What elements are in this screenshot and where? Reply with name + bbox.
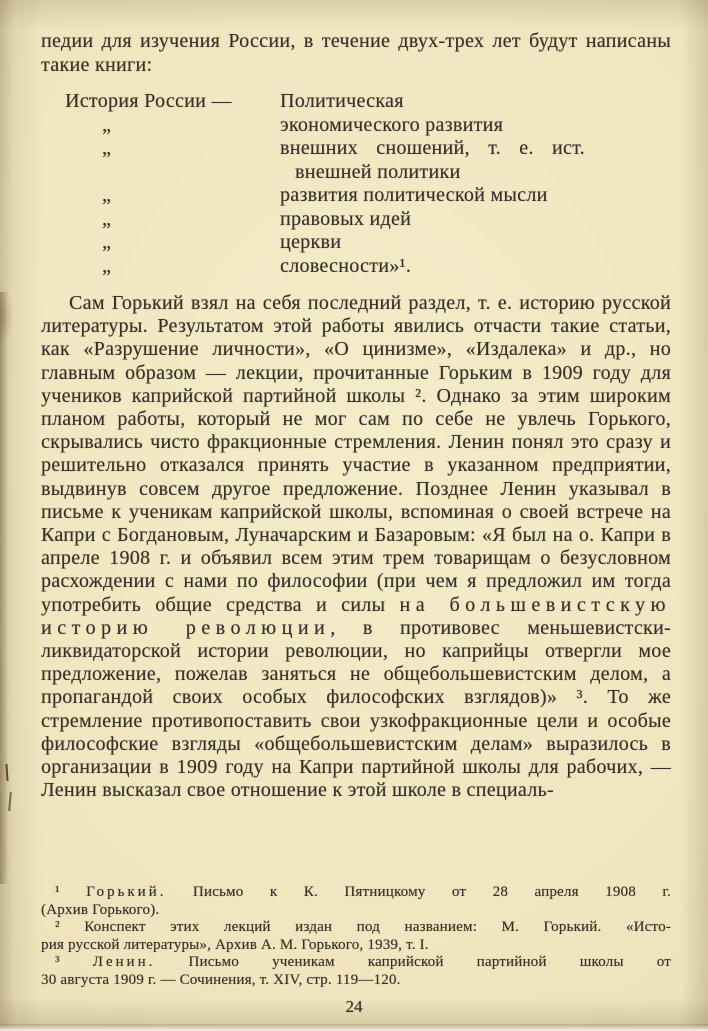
list-item-line: церкви (280, 231, 342, 253)
letterspaced-emphasis: на большевистскую историю революции (41, 593, 672, 639)
list-item-line: правовых идей (280, 207, 412, 230)
body-text-part1: Сам Горький взял на себя последний раздел, т. е. историю русской литературы. Результатом этой работы явились отчасти такие статьи, как «Разрушение личности», «О цинизме», «Издалека» и др., но главным образом — лекции, прочитанные Горьким в 1909 году для учеников каприйской партийной школы ². Однако за этим широким планом работы, который не мог сам по себе не увлечь Горького, скрывались чисто фракционные стремления. Ленин понял это сразу и решительно отказался принять участие в указанном предприятии, выдвинув совсем другое предложение. Позднее Ленин указывал в письме к ученикам каприйской школы, вспоминая о своей встрече на Капри с Богдановым, Луначарским и Базаровым: «Я был на о. Капри в апреле 1908 г. и объявил всем этим трем товарищам о безусловном расхождении с нами по философии (при чем я предложил им тогда употребить общие средства и силы (41, 292, 671, 616)
page-bottom-edge (0, 1024, 708, 1031)
list-item-text (280, 137, 585, 184)
list-item-line: словесности»¹. (280, 254, 412, 277)
footnote-text: Письмо ученикам каприйской партийной школы от (155, 954, 671, 971)
footnote-line: 30 августа 1909 г. — Сочинения, т. XIV, стр. 119—120. (41, 971, 401, 988)
footnote-marker: ² (55, 919, 85, 936)
list-row (65, 231, 671, 255)
scan-streak-artifact (0, 292, 8, 884)
list-item-text (280, 184, 585, 208)
body-text-part2: , в противовес меньшевистски-ликвидаторской истории революции, но каприйцы отвергли мое предложение, пожелав заняться не общебольшевистским делом, а пропагандой своих особых философских взглядов)» ³. То же стремление противопоставить свои узкофракционные цели и особые философские взгляды «общебольшевистским делам» выразилось в организации в 1909 году на Капри партийной школы для рабочих, — Ленин высказал свое отношение к этой школе в специаль- (41, 616, 671, 802)
scan-stain-artifact (0, 286, 14, 346)
list-item-line: внешних сношений, т. е. ист. (280, 137, 585, 159)
list-item-text (280, 208, 585, 232)
body-paragraph (41, 292, 671, 802)
list-row (65, 255, 671, 279)
ditto-mark: „ (102, 254, 112, 277)
list-item-text (280, 114, 585, 138)
list-item-line: развития политической мысли (280, 184, 548, 206)
list-row (65, 208, 671, 232)
list-row-label: История России — (65, 90, 232, 112)
list-row (65, 90, 671, 114)
footnote-line (41, 954, 671, 972)
footnote-marker: ³ (55, 954, 93, 971)
footnote-author: Ленин. (92, 954, 156, 971)
footnotes-section (41, 884, 671, 990)
ditto-mark: „ (102, 137, 112, 159)
ditto-mark: „ (102, 113, 112, 136)
footnote-text: Конспект этих лекций издан под названием: М. Горький. «Исто- (84, 919, 671, 936)
footnote-3 (41, 954, 671, 989)
intro-paragraph: педии для изучения России, в течение двух-трех лет будут написаны такие книги: (41, 30, 671, 76)
list-item-line: Политическая (280, 90, 404, 112)
margin-pencil-mark (5, 764, 8, 781)
ditto-mark: „ (102, 231, 112, 253)
planned-books-list (65, 90, 671, 278)
list-item-text (280, 231, 585, 255)
list-item-text (280, 90, 585, 114)
list-row (65, 114, 671, 138)
footnote-line (41, 884, 671, 902)
footnote-marker: ¹ (55, 884, 87, 900)
list-item-line-wrapped: внешней политики (295, 160, 461, 183)
footnote-2 (41, 919, 671, 954)
list-row (65, 184, 671, 208)
footnote-text: Письмо к К. Пятницкому от 28 апреля 1908 г. (166, 884, 671, 900)
list-item-text (280, 255, 585, 279)
footnote-1 (41, 884, 671, 919)
footnote-author: Горький. (86, 884, 167, 900)
footnote-line: (Архив Горького). (41, 901, 160, 918)
page-number: 24 (345, 997, 363, 1016)
ditto-mark: „ (102, 207, 112, 230)
list-row (65, 137, 671, 184)
footnote-line (41, 919, 671, 937)
margin-pencil-mark (8, 792, 12, 811)
page-content (41, 30, 671, 802)
list-item-line: экономического развития (280, 113, 504, 136)
footnote-line: рия русской литературы», Архив А. М. Горького, 1939, т. I. (41, 936, 429, 953)
ditto-mark: „ (102, 184, 112, 206)
